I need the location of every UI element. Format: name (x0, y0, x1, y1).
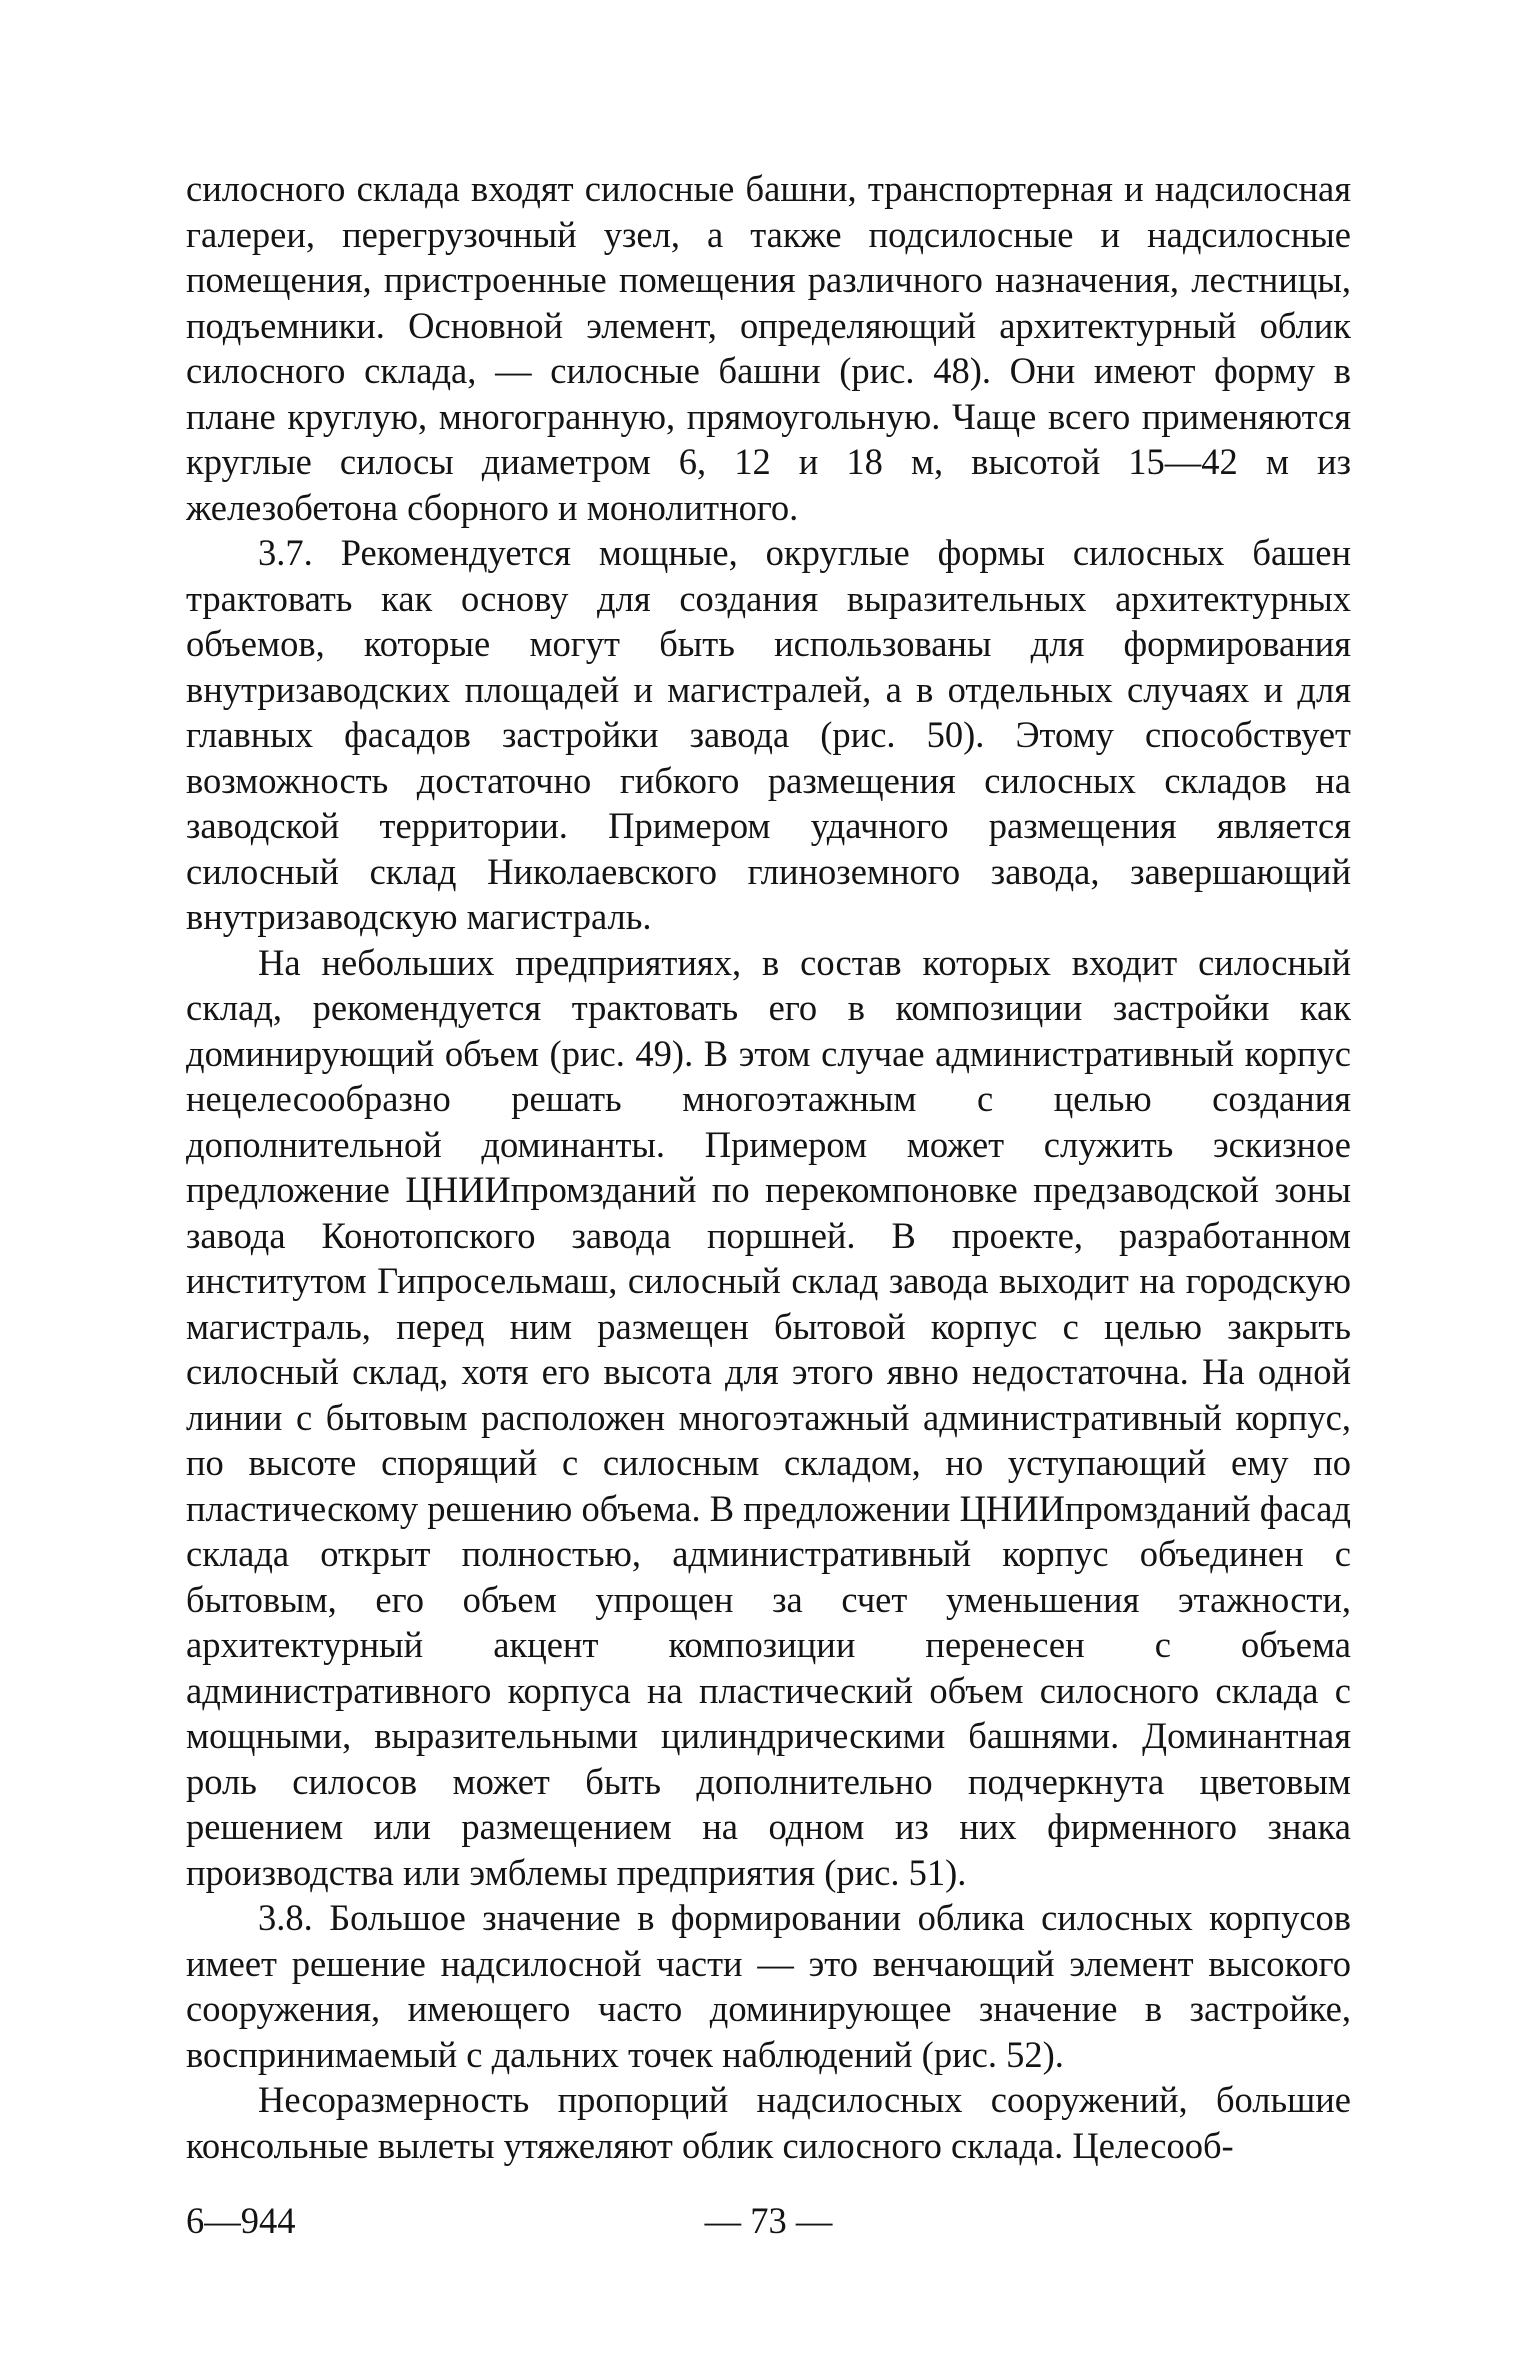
signature-mark: 6—944 (186, 2200, 296, 2241)
paragraph-2-section-3-7: 3.7. Рекомендуется мощные, округлые формы силосных башен трактовать как основу для создания выразительных архитектурных объемов, которые могут быть использованы для формирования внутризаводских площадей и магистралей, а в отдельных случаях и для главных фасадов застройки завода (рис. 50). Этому способствует возможность достаточно гибкого размещения силосных складов на заводской территории. Примером удачного размещения является силосный склад Николаевского глиноземного завода, завершающий внутризаводскую магистраль. (186, 532, 1351, 937)
paragraph-4-section-3-8: 3.8. Большое значение в формировании облика силосных корпусов имеет решение надсилосной части — это венчающий элемент высокого сооружения, имеющего часто доминирующее значение в застройке, воспринимаемый с дальних точек наблюдений (рис. 52). (186, 1897, 1351, 2075)
page-number: — 73 — (704, 2200, 833, 2241)
page-footer (186, 2196, 1351, 2246)
paragraph-3: На небольших предприятиях, в состав которых входит силосный склад, рекомендуется трактовать его в композиции застройки как доминирующий объем (рис. 49). В этом случае административный корпус нецелесообразно решать многоэтажным с целью создания дополнительной доминанты. Примером может служить эскизное предложение ЦНИИпромзданий по перекомпоновке предзаводской зоны завода Конотопского завода поршней. В проекте, разработанном институтом Гипросельмаш, силосный склад завода выходит на городскую магистраль, перед ним размещен бытовой корпус с целью закрыть силосный склад, хотя его высота для этого явно недостаточна. На одной линии с бытовым расположен многоэтажный административный корпус, по высоте спорящий с силосным складом, но уступающий ему по пластическому решению объема. В предложении ЦНИИпромзданий фасад склада открыт полностью, административный корпус объединен с бытовым, его объем упрощен за счет уменьшения этажности, архитектурный акцент композиции перенесен с объема административного корпуса на пластический объем силосного склада с мощными, выразительными цилиндрическими башнями. Доминантная роль силосов может быть дополнительно подчеркнута цветовым решением или размещением на одном из них фирменного знака производства или эмблемы предприятия (рис. 51). (186, 941, 1351, 1893)
page-body (186, 166, 1351, 2168)
paragraph-1: силосного склада входят силосные башни, транспортерная и надсилосная галереи, перегрузочный узел, а также подсилосные и надсилосные помещения, пристроенные помещения различного назначения, лестницы, подъемники. Основной элемент, определяющий архитектурный облик силосного склада, — силосные башни (рис. 48). Они имеют форму в плане круглую, многогранную, прямоугольную. Чаще всего применяются круглые силосы диаметром 6, 12 и 18 м, высотой 15—42 м из железобетона сборного и монолитного. (186, 168, 1351, 528)
paragraph-5: Несоразмерность пропорций надсилосных сооружений, большие консольные вылеты утяжеляют облик силосного склада. Целесооб- (186, 2079, 1351, 2166)
